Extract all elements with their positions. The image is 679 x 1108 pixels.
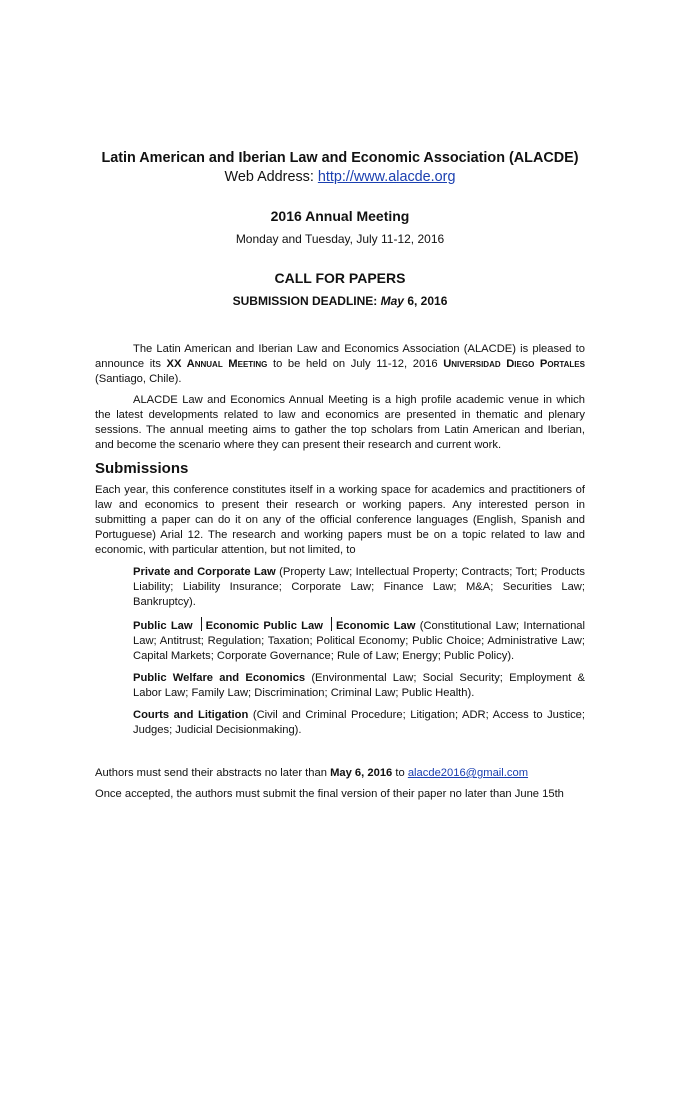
document-page xyxy=(0,148,679,1108)
web-address-link[interactable]: http://www.alacde.org xyxy=(317,169,456,185)
topic-title: Public Law xyxy=(133,620,193,632)
contact-email-link[interactable]: alacde2016@gmail.com xyxy=(407,767,529,779)
topic-text: (Property Law; Intellectual Property; Contracts; Tort; Products Liability; Liability Insurance; Corporate Law; Finance Law; M&A; Securities Law; Bankruptcy). xyxy=(133,566,585,608)
topic-title: Public Welfare and Economics xyxy=(133,672,306,684)
topic-private-corporate-law xyxy=(133,565,585,610)
topic-courts-litigation xyxy=(133,708,585,738)
university-name: Universidad Diego Portales xyxy=(443,358,585,370)
intro-paragraph-1 xyxy=(95,342,585,387)
deadline-month: May xyxy=(380,294,404,308)
abstract-to: to xyxy=(395,767,405,779)
submissions-paragraph: Each year, this conference constitutes itself in a working space for academics and practitioners of law and economics to present their research or working papers. Any interested person in submitting a paper can do it on any of the official conference languages (English, Spanish and Portuguese) Arial 12. The research and working papers must be on a topic related to law and economic, with particular attention, but not limited, to xyxy=(95,484,585,556)
call-for-papers-title: CALL FOR PAPERS xyxy=(274,270,406,286)
intro-text-part3: (Santiago, Chile). xyxy=(95,373,182,385)
topic-title: Economic Public Law xyxy=(205,620,323,632)
submission-deadline xyxy=(95,293,585,309)
topic-public-law xyxy=(133,617,585,664)
abstract-text: Authors must send their abstracts no later than xyxy=(95,767,327,779)
meeting-dates: Monday and Tuesday, July 11-12, 2016 xyxy=(235,232,445,246)
topic-title: Economic Law xyxy=(335,620,416,632)
meeting-title: 2016 Annual Meeting xyxy=(270,208,410,224)
topic-text: (Civil and Criminal Procedure; Litigation; ADR; Access to Justice; Judges; Judicial Decisionmaking). xyxy=(133,709,586,736)
topic-title: Courts and Litigation xyxy=(133,709,249,721)
organization-title: Latin American and Iberian Law and Economic Association (ALACDE) xyxy=(101,150,579,166)
intro-text-part1: The Latin American and Iberian Law and Economics Association (ALACDE) is pleased to announce its xyxy=(95,343,585,370)
submissions-heading: Submissions xyxy=(95,460,189,477)
topic-text: (Environmental Law; Social Security; Employment & Labor Law; Family Law; Discrimination; Criminal Law; Public Health). xyxy=(133,672,586,699)
annual-meeting-name: XX Annual Meeting xyxy=(166,358,268,370)
web-address-label: Web Address: xyxy=(224,169,314,185)
topic-text: (Constitutional Law; International Law; Antitrust; Regulation; Taxation; Political Economy; Public Choice; Administrative Law; Capital Markets; Corporate Governance; Rule of Law; Energy; Public Policy). xyxy=(133,620,585,662)
web-address-line xyxy=(95,168,585,187)
topic-public-welfare xyxy=(133,671,585,701)
abstract-date: May 6, 2016 xyxy=(330,767,393,779)
deadline-label: SUBMISSION DEADLINE: xyxy=(232,294,378,308)
topic-title: Private and Corporate Law xyxy=(133,566,276,578)
deadline-date: 6, 2016 xyxy=(407,294,448,308)
abstract-deadline-line xyxy=(95,766,585,781)
intro-paragraph-2: ALACDE Law and Economics Annual Meeting is a high profile academic venue in which the latest developments related to law and economics are presented in thematic and plenary sessions. The annual meeting aims to gather the top scholars from Latin American and Iberian, and become the scenario where they can present their research and current work. xyxy=(95,394,585,451)
divider xyxy=(201,617,202,631)
final-version-line: Once accepted, the authors must submit the final version of their paper no later than June 15th xyxy=(95,788,564,800)
divider xyxy=(331,617,332,631)
intro-text-part2: to be held on July 11-12, 2016 xyxy=(273,358,438,370)
